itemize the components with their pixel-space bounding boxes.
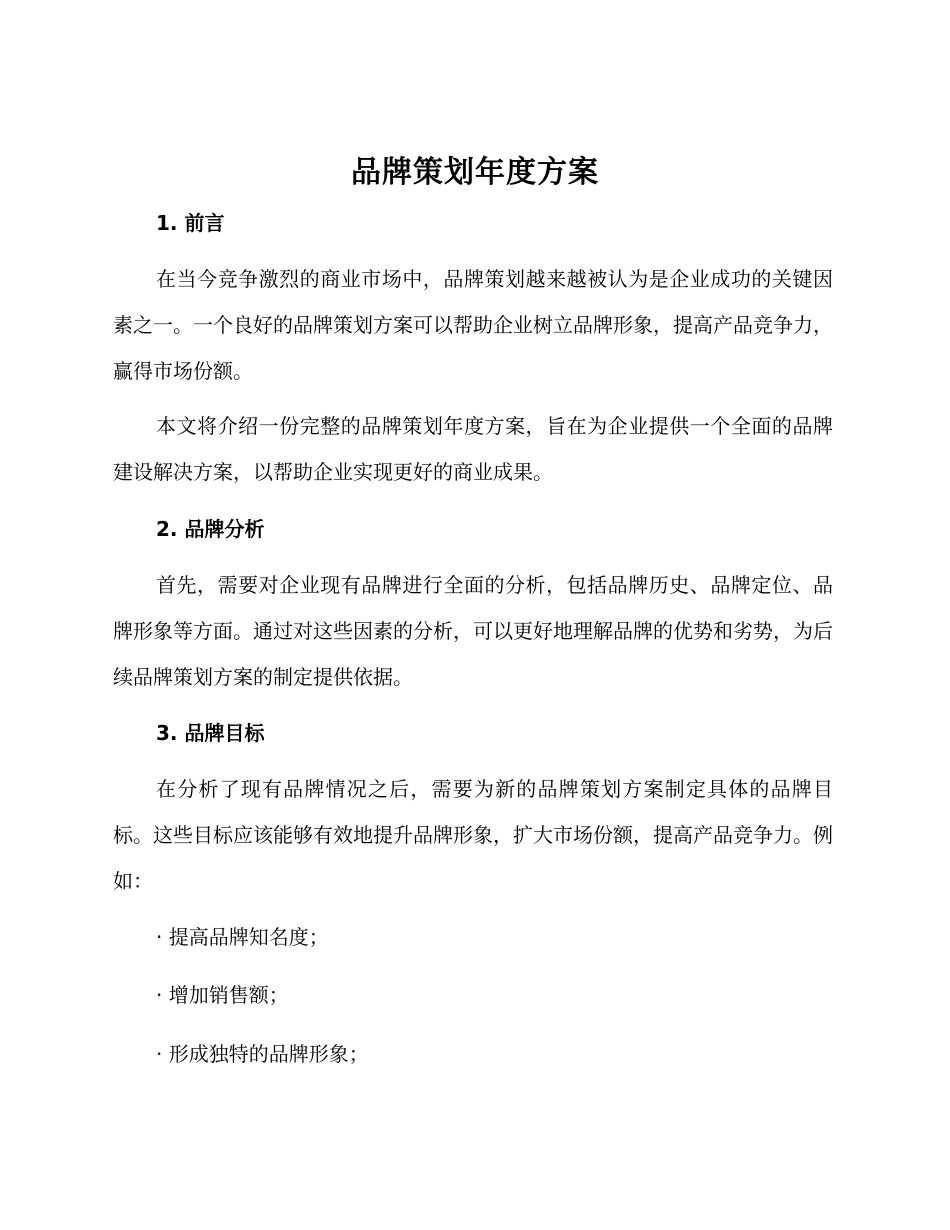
document-title: 品牌策划年度方案 (351, 155, 599, 190)
bullet-item: · 形成独特的品牌形象； (156, 1042, 369, 1066)
section-heading-intro: 1. 前言 (156, 211, 225, 235)
section-heading-brand-goals: 3. 品牌目标 (156, 721, 265, 745)
paragraph-intro-1: 在当今竞争激烈的商业市场中，品牌策划越来越被认为是企业成功的关键因素之一。一个良好的品牌策划方案可以帮助企业树立品牌形象，提高产品竞争力，赢得市场份额。 (113, 267, 833, 383)
bullet-item: · 提高品牌知名度； (156, 925, 329, 949)
bullet-item: · 增加销售额； (156, 983, 289, 1007)
paragraph-brand-analysis: 首先，需要对企业现有品牌进行全面的分析，包括品牌历史、品牌定位、品牌形象等方面。通过对这些因素的分析，可以更好地理解品牌的优势和劣势，为后续品牌策划方案的制定提供依据。 (113, 573, 833, 689)
paragraph-brand-goals: 在分析了现有品牌情况之后，需要为新的品牌策划方案制定具体的品牌目标。这些目标应该能够有效地提升品牌形象，扩大市场份额，提高产品竞争力。例如： (113, 777, 833, 893)
section-heading-brand-analysis: 2. 品牌分析 (156, 517, 265, 541)
paragraph-intro-2: 本文将介绍一份完整的品牌策划年度方案，旨在为企业提供一个全面的品牌建设解决方案，以帮助企业实现更好的商业成果。 (113, 414, 833, 484)
